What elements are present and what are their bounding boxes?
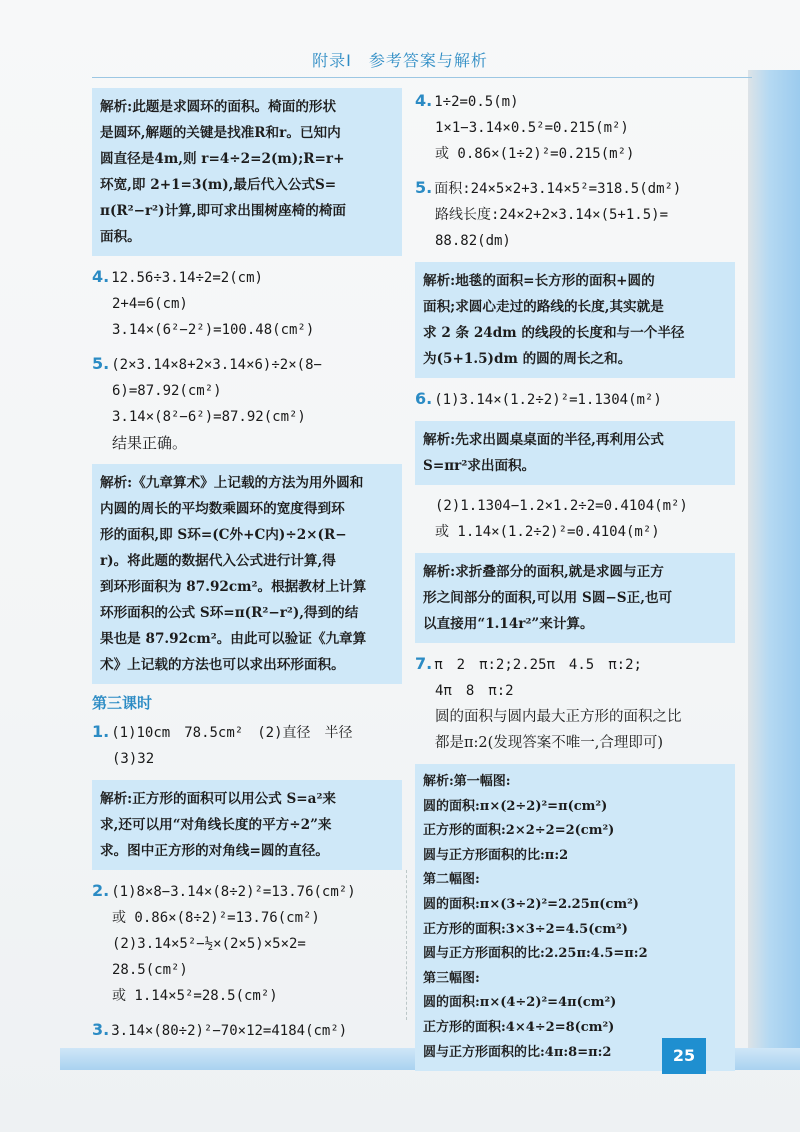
note-line: 解析:地毯的面积=长方形的面积+圆的 — [423, 273, 655, 289]
page-header: 附录Ⅰ 参考答案与解析 — [312, 51, 488, 70]
answer-line: 面积:24×5×2+3.14×5²=318.5(dm²) — [434, 181, 682, 197]
answer-5-right — [415, 175, 735, 254]
note-line: 是圆环,解题的关键是找准R和r。已知内 — [100, 125, 341, 141]
note-line: 以直接用“1.14r²”来计算。 — [423, 616, 594, 632]
answer-6 — [415, 386, 735, 413]
answer-line: 路线长度:24×2+2×3.14×(5+1.5)= — [435, 207, 669, 223]
answer-line: 1÷2=0.5(m) — [434, 94, 519, 110]
note-line: 面积;求圆心走过的路线的长度,其实就是 — [423, 299, 664, 315]
answer-line: 或 0.86×(1÷2)²=0.215(m²) — [435, 146, 635, 162]
answer-line: 28.5(cm²) — [112, 962, 188, 978]
note-line: 解析:求折叠部分的面积,就是求圆与正方 — [423, 564, 664, 580]
note-line: 正方形的面积:4×4÷2=8(cm²) — [423, 1019, 615, 1035]
note-line: 内圆的周长的平均数乘圆环的宽度得到环 — [100, 501, 345, 517]
answer-6-part2 — [415, 493, 735, 545]
answer-4-right — [415, 88, 735, 167]
answer-line: (1)3.14×(1.2÷2)²=1.1304(m²) — [434, 392, 662, 408]
note-line: 果也是 87.92cm²。由此可以验证《九章算 — [100, 631, 367, 647]
note-line: 环宽,即 2+1=3(m),最后代入公式S= — [100, 177, 337, 193]
answer-3 — [92, 1017, 402, 1044]
question-number: 5. — [92, 354, 110, 373]
note-line: 圆与正方形面积的比:4π:8=π:2 — [423, 1044, 612, 1060]
note-line: 求,还可以用“对角线长度的平方÷2”来 — [100, 817, 332, 833]
analysis-note — [92, 780, 402, 870]
page-number: 25 — [662, 1038, 706, 1074]
answer-4 — [92, 264, 402, 343]
note-line: 到环形面积为 87.92cm²。根据教材上计算 — [100, 579, 367, 595]
note-line: 求 2 条 24dm 的线段的长度和与一个半径 — [423, 325, 685, 341]
header-rule — [92, 77, 752, 78]
note-line: 圆的面积:π×(2÷2)²=π(cm²) — [423, 798, 608, 814]
analysis-note — [415, 262, 735, 378]
answer-line: 或 0.86×(8÷2)²=13.76(cm²) — [112, 910, 320, 926]
question-number: 2. — [92, 881, 110, 900]
note-line: 圆与正方形面积的比:2.25π:4.5=π:2 — [423, 946, 648, 962]
answer-line: 或 1.14×5²=28.5(cm²) — [112, 988, 278, 1004]
note-line: 解析:此题是求圆环的面积。椅面的形状 — [100, 99, 337, 115]
answer-line: (1)8×8−3.14×(8÷2)²=13.76(cm²) — [111, 884, 356, 900]
note-line: S=πr²求出面积。 — [423, 458, 536, 474]
note-line: 圆的面积:π×(3÷2)²=2.25π(cm²) — [423, 896, 639, 912]
note-line: 术》上记载的方法也可以求出环形面积。 — [100, 657, 345, 673]
note-line: 面积。 — [100, 229, 141, 245]
note-line: 形的面积,即 S环=(C外+C内)÷2×(R− — [100, 527, 347, 543]
answer-line: 6)=87.92(cm²) — [112, 383, 222, 399]
answer-line: 都是π:2(发现答案不唯一,合理即可) — [435, 735, 664, 751]
analysis-note — [415, 421, 735, 485]
answer-line: 3.14×(80÷2)²−70×12=4184(cm²) — [111, 1023, 348, 1039]
note-line: 圆与正方形面积的比:π:2 — [423, 847, 569, 863]
question-number: 6. — [415, 389, 433, 408]
note-line: 正方形的面积:3×3÷2=4.5(cm²) — [423, 921, 628, 937]
question-number: 5. — [415, 178, 433, 197]
question-number: 3. — [92, 1020, 110, 1039]
answer-line: 3.14×(8²−6²)=87.92(cm²) — [112, 409, 306, 425]
answer-line: 圆的面积与圆内最大正方形的面积之比 — [435, 709, 682, 725]
book-edge-right — [748, 70, 800, 1070]
note-line: 为(5+1.5)dm 的圆的周长之和。 — [423, 351, 632, 367]
answer-line: (2×3.14×8+2×3.14×6)÷2×(8− — [111, 357, 322, 373]
section-title: 第三课时 — [92, 694, 153, 712]
column-divider — [406, 870, 407, 1020]
note-line: r)。将此题的数据代入公式进行计算,得 — [100, 553, 336, 569]
answer-line: 4π 8 π:2 — [435, 683, 514, 699]
note-line: 解析:第一幅图: — [423, 774, 511, 789]
note-line: 圆的面积:π×(4÷2)²=4π(cm²) — [423, 995, 617, 1011]
answer-7 — [415, 651, 735, 756]
note-line: 圆直径是4m,则 r=4÷2=2(m);R=r+ — [100, 151, 345, 167]
note-line: 形之间部分的面积,可以用 S圆−S正,也可 — [423, 590, 673, 606]
answer-line: 或 1.14×(1.2÷2)²=0.4104(m²) — [435, 524, 660, 540]
answer-line: (2)1.1304−1.2×1.2÷2=0.4104(m²) — [435, 498, 688, 514]
answer-5 — [92, 351, 402, 456]
answer-line: 12.56÷3.14÷2=2(cm) — [111, 270, 263, 286]
answer-2 — [92, 878, 402, 1009]
question-number: 4. — [92, 267, 110, 286]
note-line: 解析:正方形的面积可以用公式 S=a²来 — [100, 791, 337, 807]
note-line: 求。图中正方形的对角线=圆的直径。 — [100, 843, 329, 859]
answer-line: 2+4=6(cm) — [112, 296, 188, 312]
analysis-note — [415, 553, 735, 643]
note-line: 解析:先求出圆桌桌面的半径,再利用公式 — [423, 432, 664, 448]
answer-line: (3)32 — [112, 751, 155, 767]
note-line: 第二幅图: — [423, 872, 480, 888]
analysis-note — [92, 88, 402, 256]
note-line: 环形面积的公式 S环=π(R²−r²),得到的结 — [100, 605, 359, 621]
right-column — [415, 88, 735, 1079]
answer-line: (2)3.14×5²−½×(2×5)×5×2= — [112, 936, 306, 952]
answer-1 — [92, 719, 402, 772]
question-number: 4. — [415, 91, 433, 110]
note-line: 解析:《九章算术》上记载的方法为用外圆和 — [100, 475, 364, 491]
left-column — [92, 88, 402, 1052]
answer-line: (1)10cm 78.5cm² (2)直径 半径 — [111, 725, 353, 741]
note-line: π(R²−r²)计算,即可求出围树座椅的椅面 — [100, 203, 347, 219]
answer-line: 3.14×(6²−2²)=100.48(cm²) — [112, 322, 315, 338]
analysis-note — [92, 464, 402, 684]
answer-line: 结果正确。 — [112, 434, 188, 452]
answer-line: 88.82(dm) — [435, 233, 511, 249]
question-number: 7. — [415, 654, 433, 673]
question-number: 1. — [92, 722, 110, 741]
note-line: 正方形的面积:2×2÷2=2(cm²) — [423, 823, 615, 839]
note-line: 第三幅图: — [423, 970, 480, 986]
answer-line: 1×1−3.14×0.5²=0.215(m²) — [435, 120, 629, 136]
analysis-note — [415, 764, 735, 1071]
answer-line: π 2 π:2;2.25π 4.5 π:2; — [434, 657, 642, 673]
